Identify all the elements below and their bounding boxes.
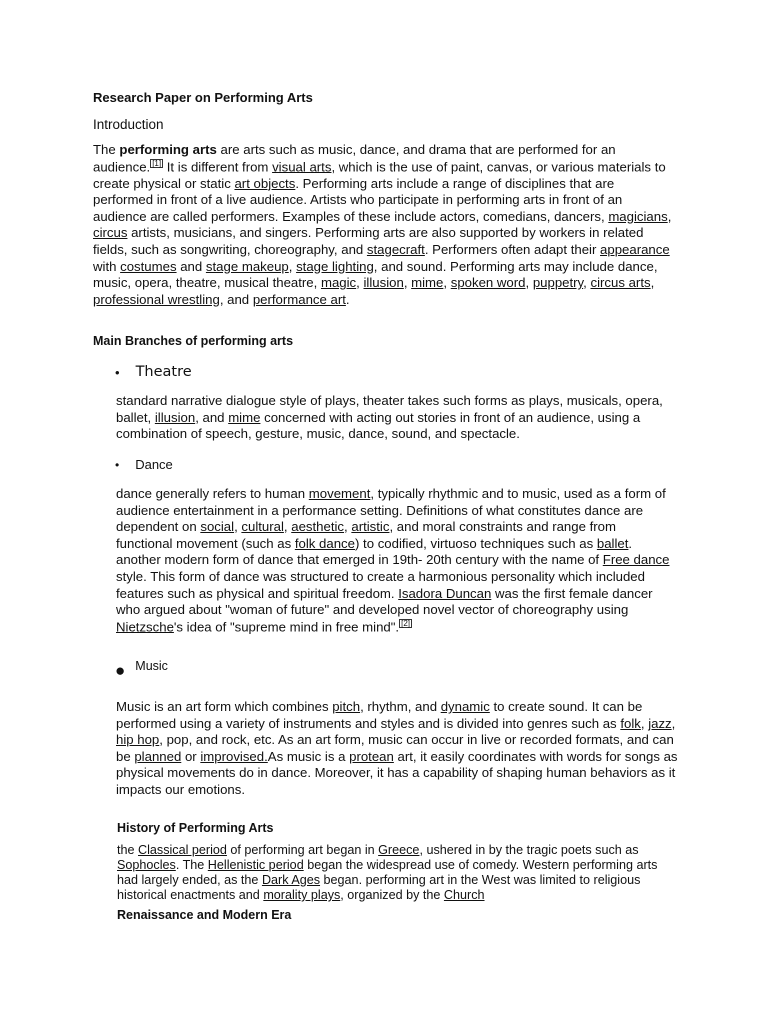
text: . Performers often adapt their (424, 241, 601, 257)
theatre-label: Theatre (135, 364, 192, 380)
text: . The (175, 858, 208, 872)
link-jazz[interactable]: jazz (648, 715, 672, 731)
link-visual-arts[interactable]: visual arts (272, 158, 332, 174)
text: art, it easily coordinates with words for songs as physical movements do in dance. Moreover, it has a capability of shaping human behaviors as it impacts our emotions. (116, 748, 678, 797)
text: , (443, 275, 451, 291)
link-classical-period[interactable]: Classical period (138, 843, 227, 857)
dance-paragraph (116, 486, 676, 636)
link-illusion[interactable]: illusion (154, 409, 196, 425)
text: , (583, 275, 591, 291)
text: are arts such as music, dance, and drama that are performed for an audience. (93, 142, 616, 174)
bullet-theatre (115, 364, 192, 380)
text: was the first female dancer who argued about "woman of future" and developed novel vector of choreography using (116, 585, 653, 618)
text: , (234, 519, 242, 535)
link-protean[interactable]: protean (349, 748, 394, 764)
text: style. This form of dance was structured to create a harmonious personality which included features such as physical and spiritual freedom. (116, 568, 645, 601)
renaissance-heading: Renaissance and Modern Era (117, 908, 292, 922)
history-paragraph (117, 843, 677, 903)
text: . Performing arts include a range of disciplines that are performed in front of a live audience. Artists who participate in performing arts in front of an audience are called performers. Examples of these include actors, comedians, dancers, (93, 175, 623, 224)
text: . another modern form of dance that emerged in 19th- 20th century with the name of (116, 535, 633, 568)
text: , and sound. Performing arts may include dance, music, opera, theatre, musical theatre, (93, 258, 658, 291)
text: , (667, 208, 672, 224)
link-performance-art[interactable]: performance art (252, 291, 346, 307)
reference-mark[interactable]: [1] (152, 158, 162, 168)
link-artistic[interactable]: artistic (351, 519, 390, 535)
link-hellenistic-period[interactable]: Hellenistic period (207, 858, 304, 872)
link-circus-arts[interactable]: circus arts (590, 275, 651, 291)
text: , and moral constraints and range from functional movement (such as (116, 519, 616, 551)
link-morality-plays[interactable]: morality plays (263, 888, 341, 902)
link-stage-makeup[interactable]: stage makeup (205, 258, 289, 274)
link-stage-lighting[interactable]: stage lighting (296, 258, 374, 274)
theatre-paragraph (116, 393, 676, 443)
text: artists, musicians, and singers. Performing arts are also supported by workers in related fields, such as songwriting, choreography, and (93, 225, 644, 257)
text: dance generally refers to human (116, 486, 309, 501)
intro-heading: Introduction (93, 117, 164, 132)
branches-heading: Main Branches of performing arts (93, 334, 294, 348)
link-magic[interactable]: magic (320, 275, 357, 291)
link-art-objects[interactable]: art objects (234, 175, 296, 191)
text: The (93, 142, 120, 157)
bold-term: performing arts (119, 142, 217, 157)
text: , (671, 715, 676, 731)
text: began the widespread use of comedy. Western performing arts had largely ended, as the (117, 858, 658, 887)
text: to create sound. It can be performed using a variety of instruments and styles and is divided into genres such as (116, 699, 643, 731)
text: with (93, 258, 121, 274)
text: Music is an art form which combines (116, 699, 333, 714)
link-hip-hop[interactable]: hip hop (116, 732, 160, 748)
link-dark-ages[interactable]: Dark Ages (261, 873, 321, 887)
bullet-icon: • (115, 457, 120, 472)
text: , (344, 519, 352, 535)
link-spoken-word[interactable]: spoken word (450, 275, 526, 291)
text: concerned with acting out stories in front of an audience, using a combination of speech, gesture, music, dance, sound, and spectacle. (116, 409, 641, 442)
music-label: Music (135, 659, 168, 673)
link-isadora-duncan[interactable]: Isadora Duncan (398, 585, 492, 601)
text: and (176, 258, 206, 274)
bullet-icon: ● (115, 661, 126, 680)
link-appearance[interactable]: appearance (600, 241, 670, 257)
reference-mark[interactable]: [2] (401, 618, 410, 628)
link-church[interactable]: Church (443, 888, 485, 902)
text: , typically rhythmic and to music, used as a form of audience entertainment in a performance setting. Definitions of what constitutes dance are dependent on (116, 486, 666, 535)
link-planned[interactable]: planned (134, 748, 182, 764)
text: , (403, 275, 412, 291)
link-social[interactable]: social (200, 519, 235, 535)
link-ballet[interactable]: ballet (596, 535, 629, 551)
text: . (345, 291, 350, 307)
link-pitch[interactable]: pitch (332, 699, 361, 714)
link-puppetry[interactable]: puppetry (532, 275, 584, 291)
link-magicians[interactable]: magicians (608, 208, 668, 224)
link-circus[interactable]: circus (93, 225, 128, 241)
text: , (356, 275, 364, 291)
link-costumes[interactable]: costumes (120, 258, 177, 274)
text: 's idea of "supreme mind in free mind". (173, 619, 400, 635)
link-folk[interactable]: folk (620, 715, 641, 731)
text: , and (195, 409, 229, 425)
history-heading: History of Performing Arts (117, 821, 274, 835)
text: , (650, 275, 655, 291)
link-mime[interactable]: mime (411, 275, 444, 291)
text: , pop, and rock, etc. As an art form, music can occur in live or recorded formats, and can be (116, 732, 674, 764)
link-cultural[interactable]: cultural (241, 519, 284, 535)
text: It is different from (163, 158, 273, 174)
text: the (117, 843, 139, 857)
link-improvised[interactable]: improvised. (200, 748, 268, 764)
text: began. performing art in the West was limited to religious historical enactments and (117, 873, 641, 902)
link-free-dance[interactable]: Free dance (602, 552, 670, 568)
link-dynamic[interactable]: dynamic (440, 699, 490, 714)
text: , which is the use of paint, canvas, or various materials to create physical or static (93, 158, 666, 191)
intro-paragraph (93, 142, 673, 308)
link-greece[interactable]: Greece (378, 843, 420, 857)
text: or (181, 748, 201, 764)
text: , and (219, 291, 253, 307)
text: of performing art began in (226, 843, 379, 857)
text: , (288, 258, 297, 274)
text: , ushered in by the tragic poets such as (419, 843, 639, 857)
link-folk-dance[interactable]: folk dance (294, 535, 355, 551)
text: , (283, 519, 292, 535)
text: , organized by the (340, 888, 444, 902)
link-stagecraft[interactable]: stagecraft (366, 241, 425, 257)
link-mime[interactable]: mime (228, 409, 261, 425)
dance-label: Dance (135, 457, 173, 472)
text: , rhythm, and (360, 699, 441, 714)
link-movement[interactable]: movement (308, 486, 371, 501)
link-nietzsche[interactable]: Nietzsche (116, 619, 174, 635)
text: As music is a (267, 748, 350, 764)
bullet-dance (115, 457, 173, 472)
link-aesthetic[interactable]: aesthetic (291, 519, 345, 535)
bullet-icon: • (115, 364, 120, 380)
link-sophocles[interactable]: Sophocles (117, 858, 176, 872)
music-paragraph (116, 699, 681, 799)
text: , (640, 715, 649, 731)
text: , (525, 275, 533, 291)
link-illusion[interactable]: illusion (363, 275, 404, 291)
bullet-music (115, 656, 168, 680)
text: ) to codified, virtuoso techniques such as (354, 535, 597, 551)
link-professional-wrestling[interactable]: professional wrestling (93, 291, 220, 307)
text: standard narrative dialogue style of plays, theater takes such forms as plays, musicals, opera, ballet, (116, 393, 663, 425)
page-title: Research Paper on Performing Arts (93, 90, 313, 105)
